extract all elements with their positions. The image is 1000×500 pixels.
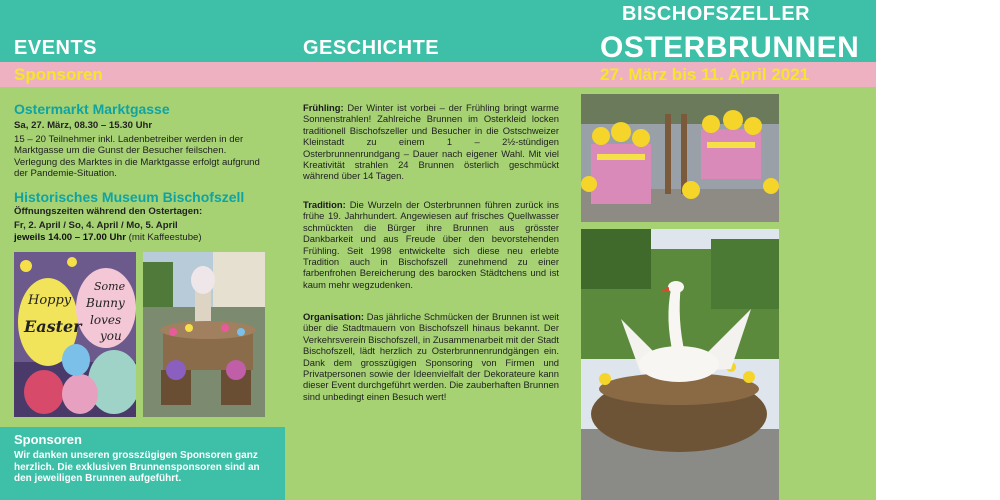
history-fruehling-head: Frühling: [303, 102, 344, 113]
history-tradition-body: Die Wurzeln der Osterbrunnen führen zurück ins frühe 19. Jahrhundert. Angewiesen auf frisches Quellwasser schmückten die Bürger ihre Brunnen aus grösster Dankbarkeit und aus Freude über den bevorstehenden Frühling. Seit 1998 entwickelte sich diese neu erlebte Tradition auch in Bischofszell zunehmend zu einer farbenfrohen Bereicherung des barocken Städtchens und ist kaum mehr wegzudenken. [303, 199, 559, 290]
history-organisation [303, 311, 559, 402]
museum-title: Historisches Museum Bischofszell [14, 189, 245, 205]
history-organisation-body: Das jährliche Schmücken der Brunnen ist weit über die Stadtmauern von Bischofszell hinaus bekannt. Der Verkehrsverein Bischofszell, in Zusammenarbeit mit der Stadt Bischofszell, lädt herzlich zu Osterbrunnenrundgängen ein. Dank dem grosszügigen Sponsoring von Firmen und Privatpersonen sowie der Ideenvielfalt der Dekorateure kann dieser Event durchgeführt werden. Die zauberhaften Brunnen sind unbedingt einen Besuch wert! [303, 311, 559, 402]
egg-text-some: Some [94, 280, 126, 293]
geschichte-heading: GESCHICHTE [303, 37, 440, 59]
history-fruehling [303, 102, 559, 182]
museum-days: Fr, 2. April / So, 4. April / Mo, 5. April [14, 220, 178, 231]
history-tradition-head: Tradition: [303, 199, 346, 210]
museum-subtitle: Öffnungszeiten während den Ostertagen: [14, 206, 203, 217]
museum-hours-bold: jeweils 14.00 – 17.00 Uhr [14, 232, 127, 243]
events-heading: EVENTS [14, 37, 98, 59]
egg-text-hoppy: Hoppy [28, 293, 72, 308]
ostermarkt-date: Sa, 27. März, 08.30 – 15.30 Uhr [14, 120, 153, 131]
bischofszeller-heading: BISCHOFSZELLER [622, 3, 811, 25]
history-organisation-head: Organisation: [303, 311, 364, 322]
egg-text-you: you [100, 329, 122, 343]
date-range: 27. März bis 11. April 2021 [600, 65, 810, 84]
ostermarkt-title: Ostermarkt Marktgasse [14, 101, 170, 117]
sponsoren-band-label: Sponsoren [14, 65, 103, 84]
swan-fountain-photo [581, 229, 779, 500]
decorated-fountain-photo [143, 252, 265, 417]
sponsors-title: Sponsoren [14, 432, 82, 447]
history-tradition [303, 199, 559, 290]
history-fruehling-body: Der Winter ist vorbei – der Frühling bringt warme Sonnenstrahlen! Zahlreiche Brunnen im Osterkleid locken traditionell Bischofszeller und Besucher in die Ostschweizer Kleinstadt zu einem 1 – 2½-stündigen Osterbrunnenrundgang – Dauer nach eigener Wahl. Mit viel Kreativität strahlen 24 Brunnen österlich geschmückt während über 14 Tagen. [303, 102, 559, 182]
osterbrunnen-heading: OSTERBRUNNEN [600, 31, 860, 64]
egg-text-loves: loves [90, 313, 122, 327]
sponsors-box [0, 427, 285, 500]
easter-eggs-photo [14, 252, 136, 417]
egg-text-easter: Easter [24, 317, 82, 336]
flower-crates-photo [581, 94, 779, 222]
sponsors-text: Wir danken unseren grosszügigen Sponsoren ganz herzlich. Die exklusiven Brunnensponsoren sind an den jeweiligen Brunnen aufgeführt. [14, 450, 260, 484]
ostermarkt-description: 15 – 20 Teilnehmer inkl. Ladenbetreiber werden in der Marktgasse um die Gunst der Besucher feilschen. Verlegung des Marktes in die Marktgasse erfolgt aufgrund der Pandemie-Situation. [14, 134, 260, 180]
museum-hours [14, 232, 202, 243]
museum-hours-note: (mit Kaffeestube) [126, 232, 202, 243]
egg-text-bunny: Bunny [86, 296, 125, 310]
